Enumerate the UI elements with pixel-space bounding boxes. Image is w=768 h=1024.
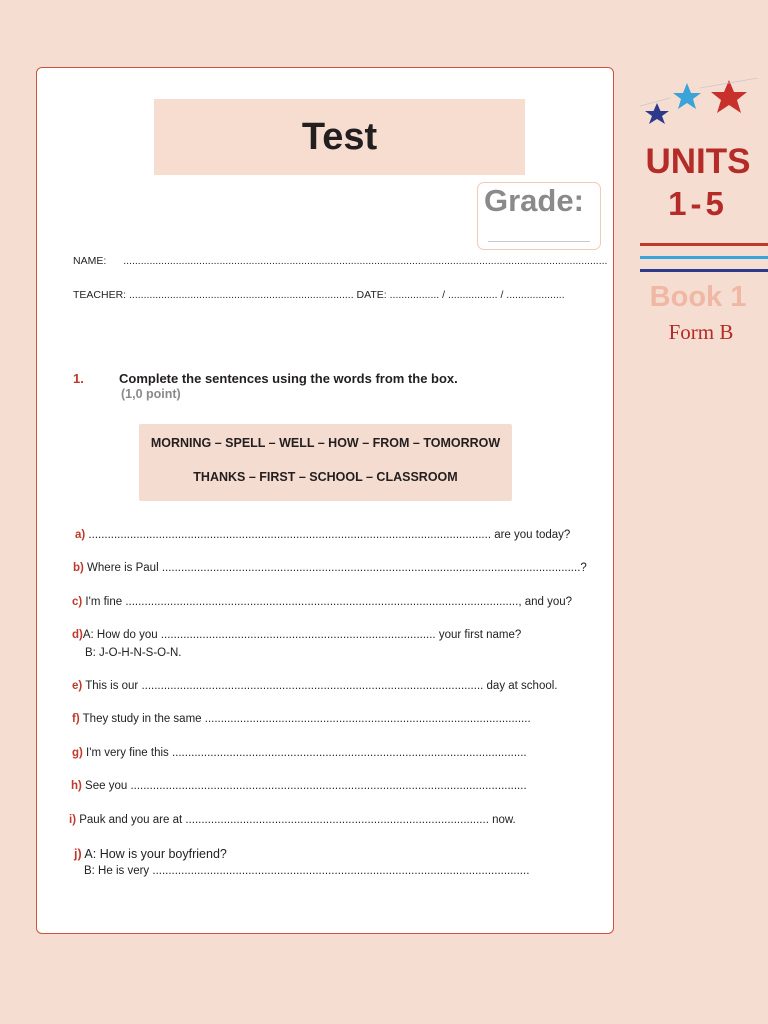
- exercise-letter: f): [72, 713, 80, 725]
- exercise-text: .............................................................................................................................. are you today?: [85, 529, 571, 541]
- exercise-text: A: How is your boyfriend?: [81, 847, 227, 861]
- test-sheet: [36, 67, 614, 934]
- exercise-text: B: J-O-H-N-S-O-N.: [85, 647, 182, 659]
- exercise-text: I'm fine ..........................................................................................................................., and you?: [82, 596, 573, 608]
- exercise-d-answer: [85, 647, 181, 659]
- name-label: NAME:: [73, 255, 107, 267]
- exercise-letter: a): [75, 529, 86, 541]
- word-box-line2: THANKS – FIRST – SCHOOL – CLASSROOM: [193, 470, 458, 484]
- question-points: (1,0 point): [121, 387, 181, 401]
- exercise-i[interactable]: [69, 814, 516, 826]
- exercise-text: I'm very fine this ...............................................................................................................: [82, 747, 527, 759]
- star-icon: [645, 103, 669, 124]
- exercise-text: Where is Paul ...................................................................................................................................?: [83, 562, 587, 574]
- exercise-text: This is our ........................................................................................................... day at school.: [82, 680, 558, 692]
- word-box: [139, 424, 512, 501]
- exercise-f[interactable]: [72, 713, 531, 725]
- exercise-b[interactable]: [73, 562, 587, 574]
- exercise-letter: c): [72, 596, 83, 608]
- question-number: 1.: [73, 371, 84, 386]
- exercise-text: Pauk and you are at ............................................................................................... now.: [76, 814, 516, 826]
- exercise-letter: h): [71, 780, 82, 792]
- word-box-line1: MORNING – SPELL – WELL – HOW – FROM – TOMORROW: [150, 436, 501, 450]
- form-label: Form B: [668, 320, 734, 344]
- exercise-d[interactable]: [72, 629, 521, 641]
- exercise-h[interactable]: [71, 780, 527, 792]
- exercise-letter: d): [72, 629, 83, 641]
- exercise-letter: b): [73, 562, 84, 574]
- red-stripe: [640, 243, 768, 246]
- star-icon: [673, 83, 701, 109]
- exercise-c[interactable]: [72, 596, 572, 608]
- teacher-date-field[interactable]: [73, 289, 565, 301]
- star-trail: [640, 98, 670, 106]
- units-range: 1-5: [668, 185, 728, 222]
- exercise-letter: i): [69, 814, 77, 826]
- exercise-text: B: He is very ......................................................................................................................: [84, 865, 530, 877]
- exercise-a[interactable]: [75, 529, 570, 541]
- blue-stripe: [640, 256, 768, 259]
- exercise-letter: g): [72, 747, 83, 759]
- navy-stripe: [640, 269, 768, 272]
- name-field[interactable]: [73, 255, 607, 267]
- question-instruction: Complete the sentences using the words from the box.: [119, 371, 458, 386]
- exercise-text: A: How do you ...................................................................................... your first name?: [82, 629, 522, 641]
- book-label: Book 1: [649, 281, 747, 313]
- grade-box: [477, 182, 601, 250]
- units-label: UNITS: [645, 142, 751, 181]
- grade-label: Grade:: [484, 183, 584, 218]
- exercise-letter: j): [74, 847, 82, 861]
- exercise-text: They study in the same ......................................................................................................: [79, 713, 531, 725]
- title-box: [154, 99, 525, 175]
- exercise-j-answer[interactable]: [84, 865, 529, 877]
- name-dots: ......................................................................................................................................................................: [123, 255, 608, 267]
- page-title: Test: [301, 115, 378, 158]
- exercise-e[interactable]: [72, 680, 558, 692]
- teacher-date-line: TEACHER: ............................................................................. DATE: ................. / ................. / ....................: [73, 289, 565, 301]
- exercise-text: See you ............................................................................................................................: [81, 780, 527, 792]
- stars-decoration: [640, 78, 760, 130]
- exercise-g[interactable]: [72, 747, 527, 759]
- exercise-j[interactable]: [74, 847, 227, 861]
- grade-line: [488, 241, 590, 242]
- exercise-letter: e): [72, 680, 83, 692]
